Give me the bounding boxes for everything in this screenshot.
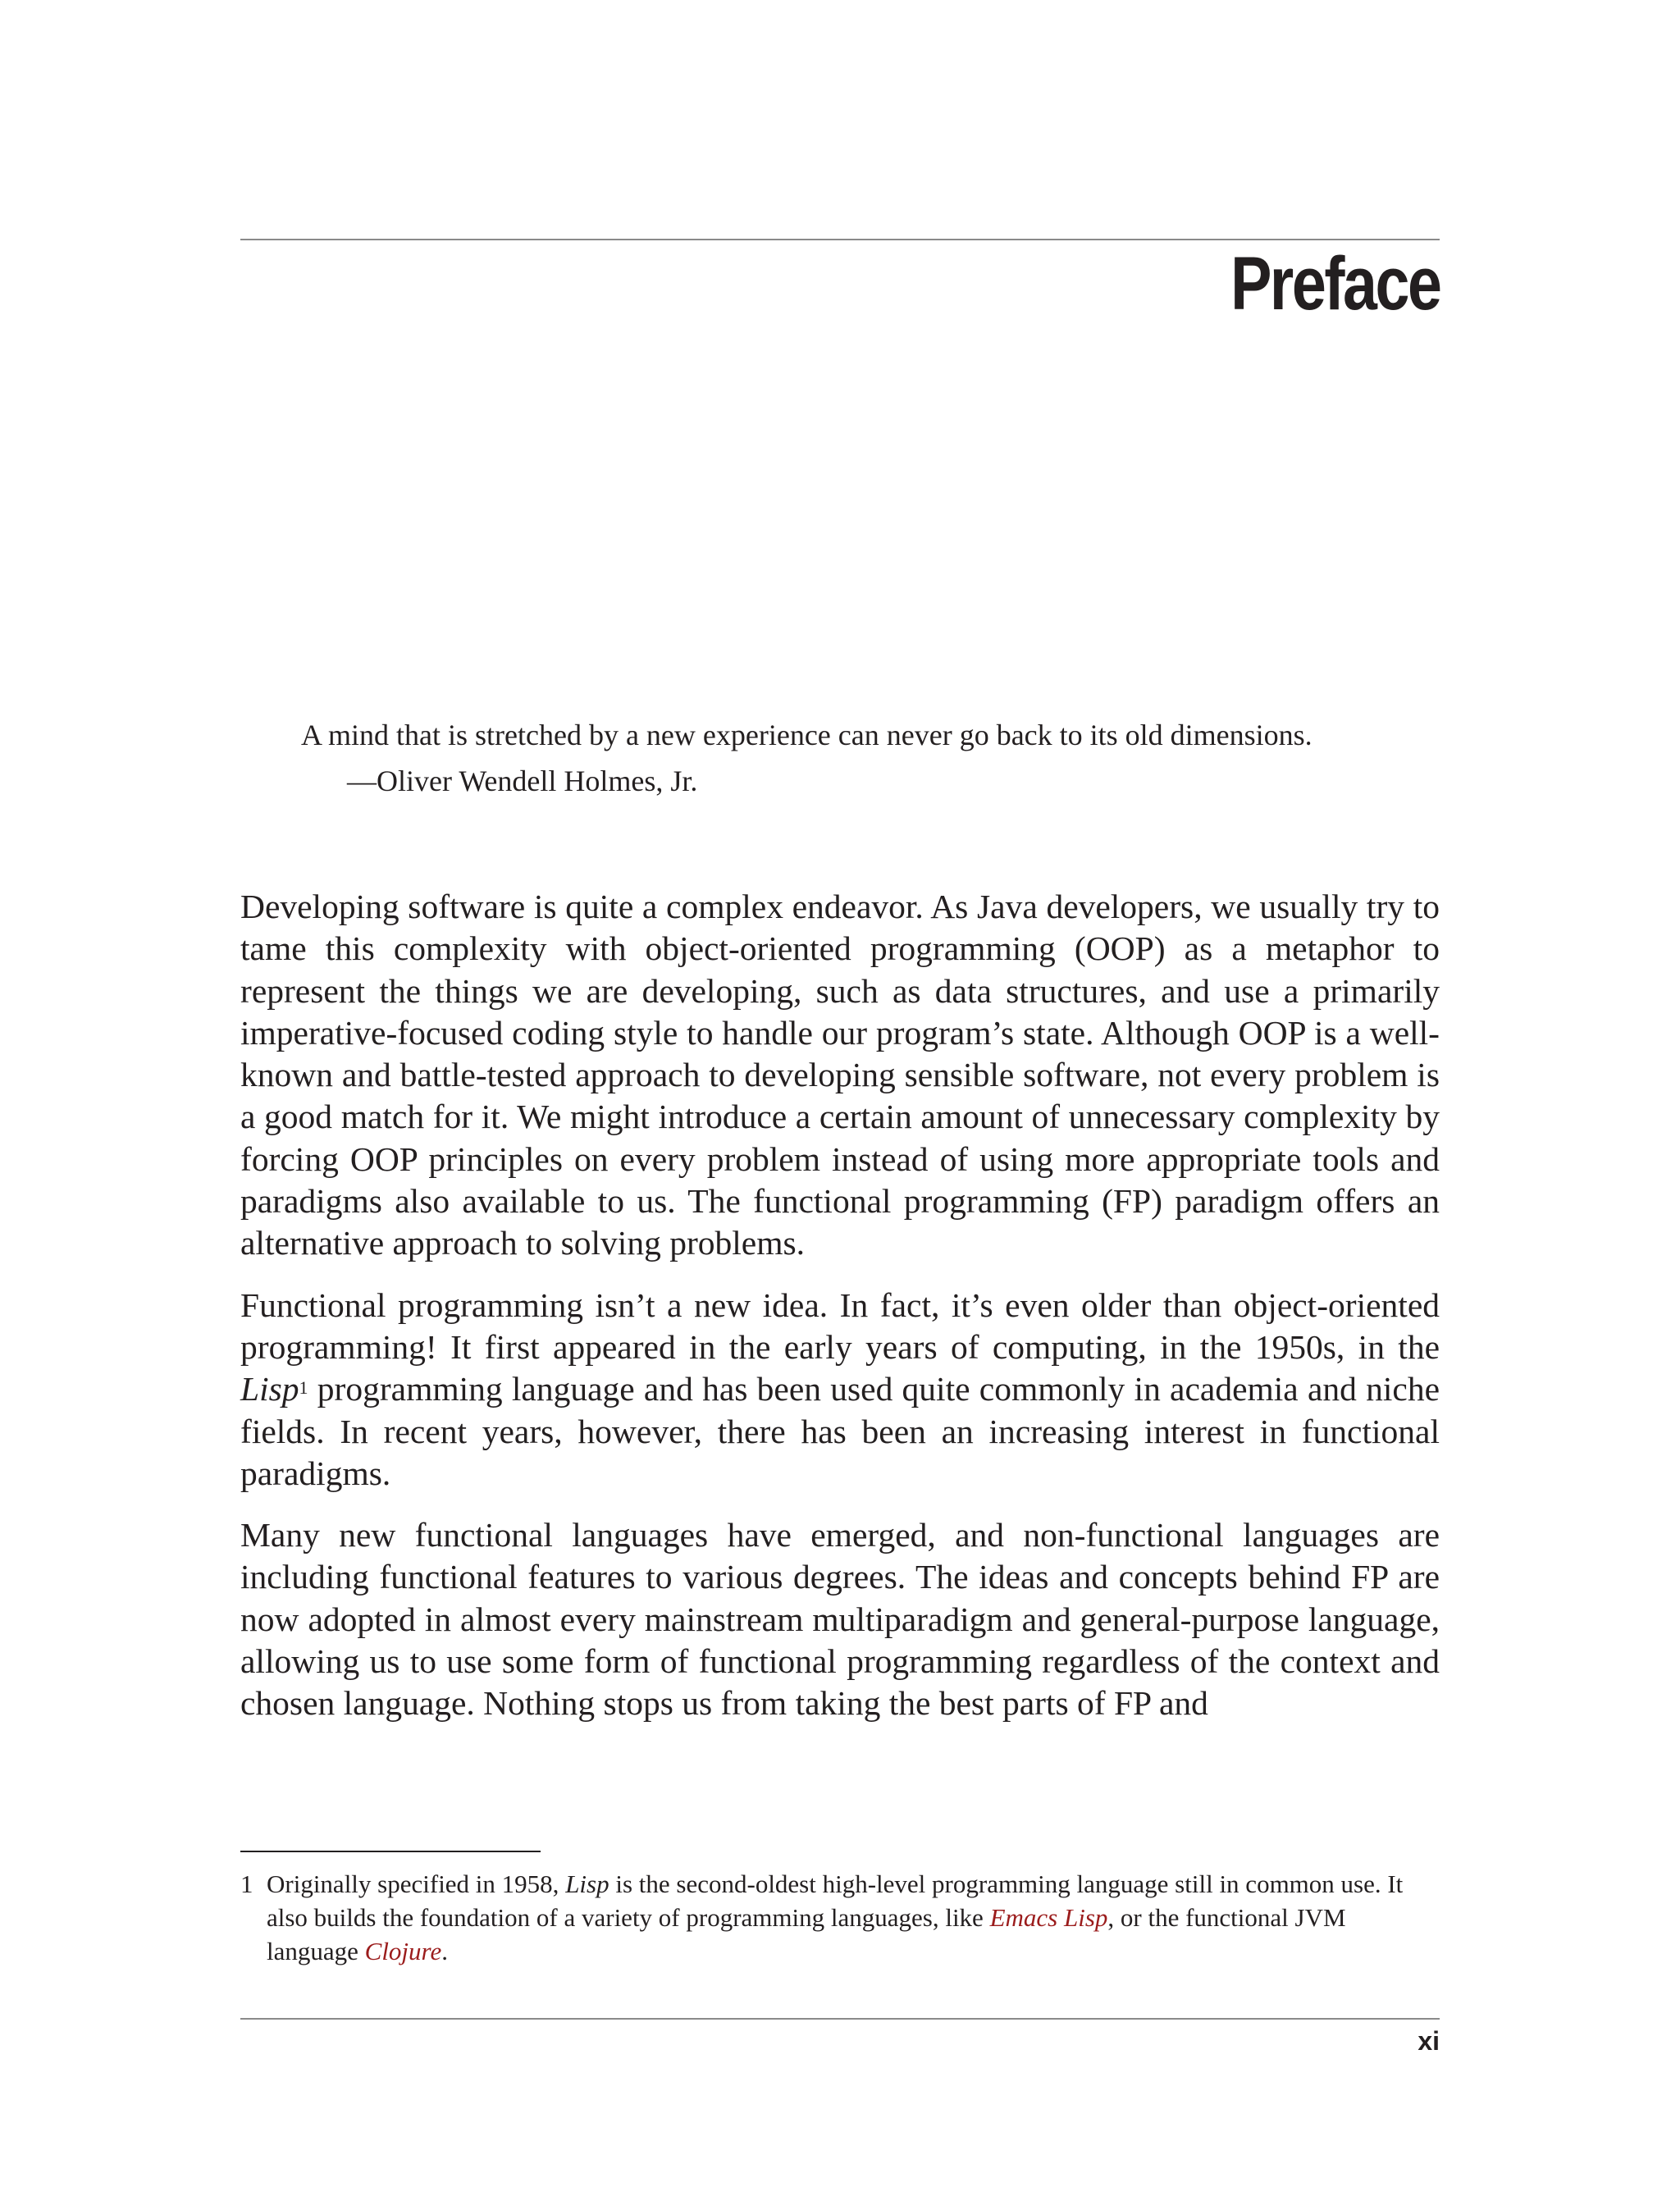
- paragraph-1: Developing software is quite a complex endeavor. As Java developers, we usually try to tame this complexity with object-oriented programming (OOP) as a metaphor to represent the things we are developing, such as data structures, and use a primarily imperative-focused coding style to handle our program’s state. Although OOP is a well-known and battle-tested approach to developing sensible software, not every problem is a good match for it. We might introduce a certain amount of unnecessary complexity by forcing OOP principles on every problem instead of using more appropriate tools and paradigms also available to us. The functional programming (FP) paradigm offers an alternative approach to solving problems.: [240, 888, 1440, 1262]
- epigraph-attribution: —Oliver Wendell Holmes, Jr.: [347, 765, 698, 797]
- lisp-term: Lisp: [240, 1370, 299, 1408]
- epigraph-quote: A mind that is stretched by a new experience can never go back to its old dimensions.: [301, 719, 1312, 751]
- paragraph-2: [240, 1285, 1440, 1495]
- footnote-text-b: is the second-oldest high-level programming language still in common use. It also builds the foundation of a variety of programming languages, like: [267, 1869, 1404, 1932]
- footer-rule: [240, 2018, 1440, 2020]
- footnote-1: [240, 1867, 1440, 1968]
- paragraph-2-text-before: Functional programming isn’t a new idea. In fact, it’s even older than object-oriented programming! It first appeared in the early years of computing, in the 1950s, in the: [240, 1285, 1440, 1366]
- footnote-text-d: .: [441, 1937, 448, 1965]
- footnote-text-c: , or the functional JVM language: [267, 1903, 1346, 1965]
- footnote-number: 1: [240, 1869, 253, 1898]
- chapter-top-rule: [240, 239, 1440, 240]
- paragraph-3: Many new functional languages have emerged, and non-functional languages are including functional features to various degrees. The ideas and concepts behind FP are now adopted in almost every mainstream multiparadigm and general-purpose language, allowing us to use some form of functional programming regardless of the context and chosen language. Nothing stops us from taking the best parts of FP and: [240, 1516, 1440, 1723]
- footnotes: [240, 1867, 1440, 1968]
- footnote-lisp-term: Lisp: [565, 1869, 609, 1898]
- epigraph: [301, 712, 1449, 804]
- chapter-title: Preface: [1230, 242, 1440, 326]
- emacs-lisp-link[interactable]: Emacs Lisp: [989, 1903, 1108, 1932]
- footnote-separator: [240, 1851, 541, 1852]
- footnote-ref-1[interactable]: 1: [299, 1377, 308, 1399]
- page-number: xi: [1418, 2026, 1440, 2056]
- body-text: [240, 886, 1440, 1745]
- paragraph-2-text-after: programming language and has been used quite commonly in academia and niche fields. In recent years, however, there has been an increasing interest in functional paradigms.: [240, 1370, 1440, 1492]
- footnote-text: [267, 1867, 1440, 1968]
- footnote-text-a: Originally specified in 1958,: [267, 1869, 566, 1898]
- clojure-link[interactable]: Clojure: [364, 1937, 442, 1965]
